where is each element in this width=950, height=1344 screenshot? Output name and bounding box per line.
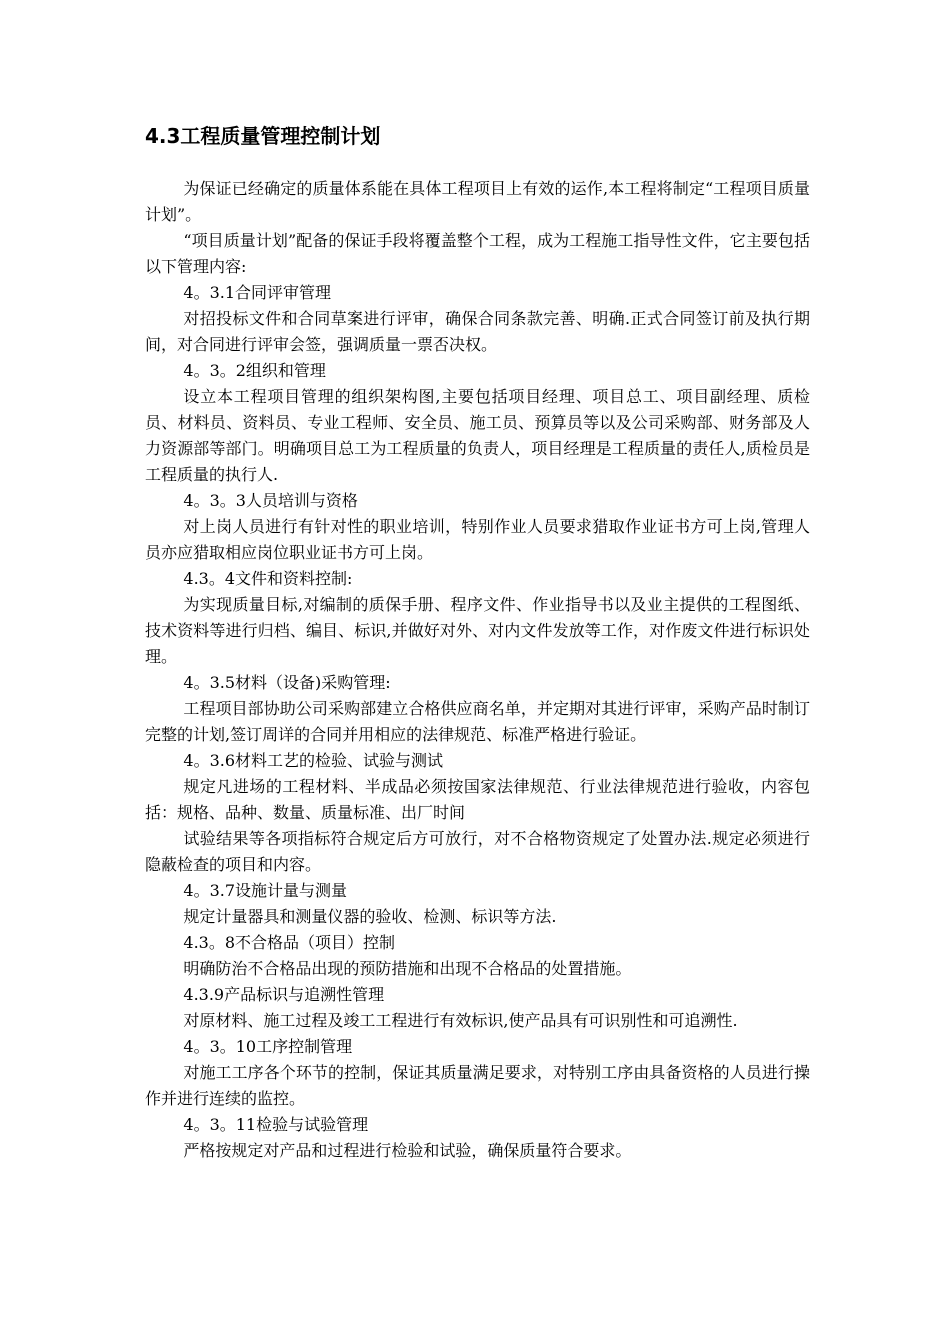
subsection-heading: 4。3。2组织和管理	[183, 361, 326, 380]
paragraph: 为保证已经确定的质量体系能在具体工程项目上有效的运作,本工程将制定“工程项目质量计划”。	[145, 179, 810, 224]
subsection-heading: 4.3.9产品标识与追溯性管理	[183, 985, 385, 1004]
section-body	[145, 176, 810, 1164]
paragraph: 设立本工程项目管理的组织架构图,主要包括项目经理、项目总工、项目副经理、质检员、材料员、资料员、专业工程师、安全员、施工员、预算员等以及公司采购部、财务部及人力资源部等部门。明确项目总工为工程质量的负责人，项目经理是工程质量的责任人,质检员是工程质量的执行人.	[145, 387, 810, 484]
paragraph: 工程项目部协助公司采购部建立合格供应商名单，并定期对其进行评审，采购产品时制订完整的计划,签订周详的合同并用相应的法律规范、标准严格进行验证。	[145, 699, 810, 744]
subsection-heading: 4。3。10工序控制管理	[183, 1037, 353, 1056]
subsection-heading: 4。3.7设施计量与测量	[183, 881, 348, 900]
paragraph: 对招投标文件和合同草案进行评审，确保合同条款完善、明确.正式合同签订前及执行期间，对合同进行评审会签，强调质量一票否决权。	[145, 309, 810, 354]
paragraph: “项目质量计划”配备的保证手段将覆盖整个工程，成为工程施工指导性文件，它主要包括以下管理内容:	[145, 231, 810, 276]
paragraph: 规定计量器具和测量仪器的验收、检测、标识等方法.	[183, 907, 557, 926]
subsection-heading: 4。3。11检验与试验管理	[183, 1115, 369, 1134]
paragraph: 严格按规定对产品和过程进行检验和试验，确保质量符合要求。	[183, 1141, 632, 1160]
paragraph: 对原材料、施工过程及竣工工程进行有效标识,使产品具有可识别性和可追溯性.	[183, 1011, 738, 1030]
paragraph: 为实现质量目标,对编制的质保手册、程序文件、作业指导书以及业主提供的工程图纸、技术资料等进行归档、编目、标识,并做好对外、对内文件发放等工作，对作废文件进行标识处理。	[145, 595, 810, 666]
paragraph: 对上岗人员进行有针对性的职业培训，特别作业人员要求猎取作业证书方可上岗,管理人员亦应猎取相应岗位职业证书方可上岗。	[145, 517, 810, 562]
paragraph: 对施工工序各个环节的控制，保证其质量满足要求，对特别工序由具备资格的人员进行操作并进行连续的监控。	[145, 1063, 810, 1108]
subsection-heading: 4。3.6材料工艺的检验、试验与测试	[183, 751, 444, 770]
paragraph: 试验结果等各项指标符合规定后方可放行，对不合格物资规定了处置办法.规定必须进行隐蔽检查的项目和内容。	[145, 829, 810, 874]
subsection-heading: 4.3。4文件和资料控制:	[183, 569, 353, 588]
subsection-heading: 4。3.1合同评审管理	[183, 283, 332, 302]
paragraph: 明确防治不合格品出现的预防措施和出现不合格品的处置措施。	[183, 959, 632, 978]
subsection-heading: 4。3。3人员培训与资格	[183, 491, 358, 510]
subsection-heading: 4。3.5材料（设备)采购管理:	[183, 673, 391, 692]
section-heading: 4.3工程质量管理控制计划	[145, 124, 381, 148]
subsection-heading: 4.3。8不合格品（项目）控制	[183, 933, 396, 952]
paragraph: 规定凡进场的工程材料、半成品必须按国家法律规范、行业法律规范进行验收，内容包括：规格、品种、数量、质量标准、出厂时间	[145, 777, 810, 822]
